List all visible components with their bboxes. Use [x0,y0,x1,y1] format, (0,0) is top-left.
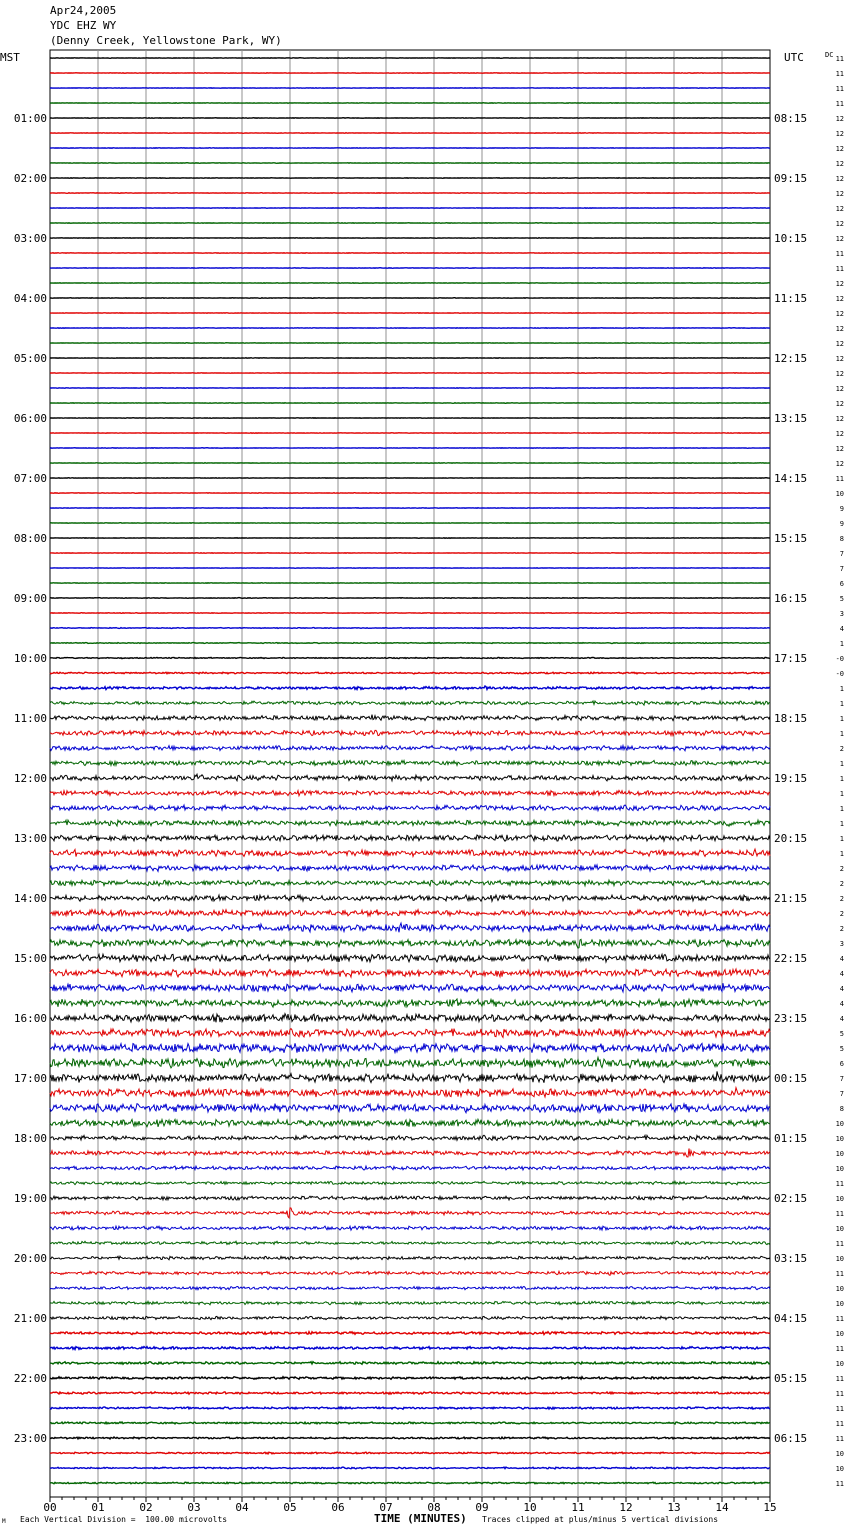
seismic-trace [50,657,770,658]
mst-hour-label: 08:00 [13,532,47,545]
dc-offset-label: 10 [835,1285,844,1293]
seismic-trace [50,790,770,795]
dc-offset-label: 6 [839,580,844,588]
dc-offset-label: 3 [839,610,844,618]
seismic-trace [50,583,770,584]
seismic-trace [50,238,770,239]
mst-axis-label: MST [0,51,20,64]
dc-offset-label: 10 [835,1165,844,1173]
dc-offset-label: 12 [835,325,844,333]
dc-offset-label: 7 [839,1090,844,1098]
dc-offset-label: 11 [835,1270,844,1278]
dc-offset-label: 1 [839,700,844,708]
utc-hour-label: 09:15 [774,172,808,185]
utc-hour-label: 03:15 [774,1252,808,1265]
seismic-trace [50,508,770,509]
dc-offset-label: 9 [839,505,844,513]
utc-hour-label: 21:15 [774,892,808,905]
mst-hour-label: 16:00 [13,1012,47,1025]
seismic-trace [50,1071,770,1082]
seismic-trace [50,969,770,977]
dc-offset-label: 11 [835,1405,844,1413]
mst-hour-label: 12:00 [13,772,47,785]
mst-hour-label: 02:00 [13,172,47,185]
seismic-trace [50,774,770,781]
seismic-trace [50,1271,770,1275]
seismic-trace [50,672,770,674]
dc-offset-label: 12 [835,115,844,123]
seismic-trace [50,598,770,599]
seismic-trace [50,178,770,179]
dc-offset-label: 4 [839,955,844,963]
seismic-trace [50,328,770,329]
seismic-trace [50,553,770,554]
x-tick-label: 09 [475,1501,489,1514]
dc-offset-label: 10 [835,1255,844,1263]
x-tick-label: 08 [427,1501,441,1514]
seismic-trace [50,895,770,901]
clip-note: Traces clipped at plus/minus 5 vertical divisions [482,1515,719,1524]
seismic-trace [50,1135,770,1140]
seismic-trace [50,208,770,209]
seismic-trace [50,388,770,389]
dc-offset-label: 4 [839,985,844,993]
seismic-trace [50,1347,770,1350]
seismic-trace [50,223,770,224]
dc-offset-label: 8 [839,1105,844,1113]
seismic-trace [50,253,770,254]
seismic-trace [50,1256,770,1260]
seismic-trace [50,865,770,871]
seismic-trace [50,1377,770,1380]
x-tick-label: 12 [619,1501,633,1514]
dc-offset-label: 11 [835,1345,844,1353]
dc-offset-label: 3 [839,940,844,948]
x-tick-label: 03 [187,1501,201,1514]
seismic-trace [50,538,770,539]
dc-offset-label: 5 [839,1045,844,1053]
x-tick-label: 07 [379,1501,393,1514]
seismic-trace [50,103,770,104]
dc-offset-label: 2 [839,865,844,873]
mst-hour-label: 23:00 [13,1432,47,1445]
seismic-trace [50,1422,770,1424]
mst-hour-label: 05:00 [13,352,47,365]
seismic-trace [50,715,770,721]
dc-offset-label: 4 [839,1000,844,1008]
dc-offset-label: 11 [835,1180,844,1188]
dc-offset-label: 10 [835,1360,844,1368]
seismic-trace [50,686,770,690]
dc-offset-label: 11 [835,100,844,108]
utc-hour-label: 13:15 [774,412,808,425]
dc-offset-label: 11 [835,265,844,273]
utc-hour-label: 00:15 [774,1072,808,1085]
dc-offset-label: 12 [835,280,844,288]
dc-offset-label: 11 [835,1390,844,1398]
dc-offset-label: 9 [839,520,844,528]
utc-hour-label: 18:15 [774,712,808,725]
seismic-trace [50,1332,770,1335]
dc-offset-label: -0 [835,655,844,663]
dc-offset-label: 10 [835,1450,844,1458]
mst-hour-label: 07:00 [13,472,47,485]
seismic-trace [50,1407,770,1409]
dc-offset-label: 12 [835,145,844,153]
dc-offset-label: 10 [835,1465,844,1473]
dc-offset-label: 1 [839,730,844,738]
seismic-trace [50,358,770,359]
seismic-trace [50,983,770,992]
dc-offset-label: 10 [835,1225,844,1233]
seismic-trace [50,1029,770,1038]
dc-offset-label: 12 [835,235,844,243]
dc-offset-label: 12 [835,445,844,453]
mst-hour-label: 21:00 [13,1312,47,1325]
dc-offset-label: 2 [839,910,844,918]
division-note: Each Vertical Division = 100.00 microvolts [20,1515,228,1524]
mst-hour-label: 18:00 [13,1132,47,1145]
dc-offset-label: -0 [835,670,844,678]
seismic-trace [50,628,770,629]
seismic-trace [50,58,770,59]
dc-offset-label: 12 [835,220,844,228]
dc-offset-label: 12 [835,205,844,213]
mst-hour-label: 03:00 [13,232,47,245]
dc-offset-label: 10 [835,1135,844,1143]
dc-offset-label: 1 [839,760,844,768]
dc-offset-label: 7 [839,550,844,558]
mst-hour-label: 15:00 [13,952,47,965]
seismic-trace [50,373,770,374]
seismic-trace [50,298,770,299]
utc-hour-label: 19:15 [774,772,808,785]
station-label: YDC EHZ WY [50,19,117,32]
seismic-trace [50,1392,770,1394]
dc-offset-label: 5 [839,595,844,603]
dc-offset-label: 10 [835,1195,844,1203]
dc-offset-label: 12 [835,190,844,198]
dc-offset-label: 2 [839,745,844,753]
dc-offset-label: 11 [835,85,844,93]
seismic-trace [50,1088,770,1098]
utc-hour-label: 08:15 [774,112,808,125]
seismic-trace [50,1166,770,1170]
utc-hour-label: 12:15 [774,352,808,365]
dc-offset-label: 4 [839,625,844,633]
mst-hour-label: 01:00 [13,112,47,125]
dc-offset-label: 2 [839,880,844,888]
mst-hour-label: 04:00 [13,292,47,305]
seismic-trace [50,148,770,149]
seismic-trace [50,805,770,811]
utc-hour-label: 11:15 [774,292,808,305]
seismic-trace [50,760,770,765]
mst-hour-label: 06:00 [13,412,47,425]
seismic-trace [50,1482,770,1484]
mst-hour-label: 14:00 [13,892,47,905]
dc-offset-label: 1 [839,805,844,813]
seismic-trace [50,730,770,735]
dc-offset-label: 1 [839,640,844,648]
seismic-trace [50,478,770,479]
plot-frame [50,50,770,1497]
seismic-trace [50,1437,770,1439]
utc-hour-label: 22:15 [774,952,808,965]
utc-hour-label: 02:15 [774,1192,808,1205]
seismic-trace [50,418,770,419]
seismic-trace [50,1043,770,1052]
seismic-trace [50,463,770,464]
dc-offset-label: 1 [839,775,844,783]
x-tick-label: 13 [667,1501,681,1514]
dc-offset-label: 11 [835,1375,844,1383]
dc-offset-label: 12 [835,310,844,318]
mst-hour-label: 20:00 [13,1252,47,1265]
utc-axis-label: UTC [784,51,804,64]
seismic-trace [50,433,770,434]
seismic-trace [50,1181,770,1184]
seismic-trace [50,923,770,932]
dc-offset-label: 12 [835,370,844,378]
seismic-trace [50,1119,770,1127]
dc-offset-label: 2 [839,895,844,903]
location-label: (Denny Creek, Yellowstone Park, WY) [50,34,282,47]
utc-hour-label: 17:15 [774,652,808,665]
mst-hour-label: 09:00 [13,592,47,605]
dc-offset-label: 2 [839,925,844,933]
seismic-trace [50,1467,770,1469]
dc-offset-label: 8 [839,535,844,543]
dc-offset-label: 10 [835,1330,844,1338]
dc-offset-label: 12 [835,175,844,183]
seismic-trace [50,193,770,194]
dc-offset-label: 11 [835,1435,844,1443]
mst-hour-label: 13:00 [13,832,47,845]
mst-hour-label: 11:00 [13,712,47,725]
dc-offset-label: 12 [835,460,844,468]
utc-hour-label: 06:15 [774,1432,808,1445]
seismic-trace [50,1452,770,1454]
mst-hour-label: 10:00 [13,652,47,665]
dc-offset-label: 11 [835,250,844,258]
dc-offset-label: 12 [835,400,844,408]
utc-hour-label: 23:15 [774,1012,808,1025]
utc-hour-label: 05:15 [774,1372,808,1385]
dc-offset-label: 1 [839,820,844,828]
seismic-trace [50,999,770,1007]
dc-offset-label: 7 [839,1075,844,1083]
seismic-trace [50,1104,770,1113]
seismic-trace [50,1208,770,1218]
x-tick-label: 10 [523,1501,537,1514]
dc-offset-label: 7 [839,565,844,573]
dc-offset-label: 1 [839,835,844,843]
seismic-trace [50,493,770,494]
corner-mark: M [2,1518,6,1525]
seismic-trace [50,1362,770,1365]
x-tick-label: 01 [91,1501,105,1514]
utc-hour-label: 10:15 [774,232,808,245]
mst-hour-label: 22:00 [13,1372,47,1385]
x-tick-label: 06 [331,1501,345,1514]
seismic-trace [50,1286,770,1289]
x-tick-label: 02 [139,1501,153,1514]
seismic-trace [50,403,770,404]
utc-hour-label: 04:15 [774,1312,808,1325]
seismic-trace [50,880,770,886]
seismic-trace [50,118,770,119]
x-tick-label: 11 [571,1501,585,1514]
dc-offset-label: 11 [835,1420,844,1428]
seismic-trace [50,1149,770,1158]
mst-hour-label: 17:00 [13,1072,47,1085]
utc-hour-label: 16:15 [774,592,808,605]
seismic-trace [50,1316,770,1319]
seismic-trace [50,939,770,948]
seismic-trace [50,954,770,962]
dc-offset-label: 4 [839,1015,844,1023]
seismic-trace [50,1241,770,1244]
seismic-trace [50,820,770,826]
dc-offset-label: 12 [835,130,844,138]
dc-offset-label: 12 [835,295,844,303]
dc-offset-label: 11 [835,1210,844,1218]
dc-offset-label: 12 [835,355,844,363]
dc-offset-label: 10 [835,1120,844,1128]
dc-offset-label: 11 [835,1240,844,1248]
x-axis-label: TIME (MINUTES) [374,1512,467,1525]
seismic-trace [50,523,770,524]
seismic-trace [50,313,770,314]
dc-offset-label: 12 [835,160,844,168]
dc-offset-label: 4 [839,970,844,978]
dc-offset-label: 1 [839,715,844,723]
utc-hour-label: 01:15 [774,1132,808,1145]
dc-offset-label: 12 [835,385,844,393]
dc-label: DC [825,51,834,59]
seismic-trace [50,835,770,841]
seismic-trace [50,73,770,74]
utc-hour-label: 15:15 [774,532,808,545]
dc-offset-label: 11 [835,70,844,78]
seismic-trace [50,613,770,614]
seismic-trace [50,849,770,857]
date-label: Apr24,2005 [50,4,117,17]
seismic-trace [50,283,770,284]
x-tick-label: 05 [283,1501,297,1514]
dc-offset-label: 10 [835,1300,844,1308]
dc-offset-label: 11 [835,475,844,483]
dc-offset-label: 10 [835,1150,844,1158]
dc-offset-label: 5 [839,1030,844,1038]
seismic-trace [50,910,770,917]
x-tick-label: 15 [763,1501,777,1514]
x-tick-label: 14 [715,1501,729,1514]
seismic-trace [50,1301,770,1305]
seismic-trace [50,88,770,89]
x-tick-label: 04 [235,1501,249,1514]
dc-offset-label: 6 [839,1060,844,1068]
dc-offset-label: 12 [835,430,844,438]
seismic-trace [50,448,770,449]
seismic-trace [50,568,770,569]
seismic-trace [50,701,770,705]
dc-offset-label: 1 [839,850,844,858]
seismic-trace [50,268,770,269]
dc-offset-label: 12 [835,340,844,348]
dc-offset-label: 10 [835,490,844,498]
mst-hour-label: 19:00 [13,1192,47,1205]
seismic-trace [50,133,770,134]
dc-offset-label: 11 [835,1480,844,1488]
seismic-trace [50,643,770,644]
dc-offset-label: 1 [839,790,844,798]
utc-hour-label: 20:15 [774,832,808,845]
seismic-trace [50,1196,770,1200]
seismic-trace [50,163,770,164]
dc-offset-label: 11 [835,1315,844,1323]
seismic-trace [50,1057,770,1068]
seismic-trace [50,1014,770,1023]
seismic-trace [50,343,770,344]
dc-offset-label: 11 [835,55,844,63]
dc-offset-label: 12 [835,415,844,423]
utc-hour-label: 14:15 [774,472,808,485]
x-tick-label: 00 [43,1501,57,1514]
seismic-trace [50,1226,770,1230]
seismic-trace [50,746,770,751]
dc-offset-label: 1 [839,685,844,693]
